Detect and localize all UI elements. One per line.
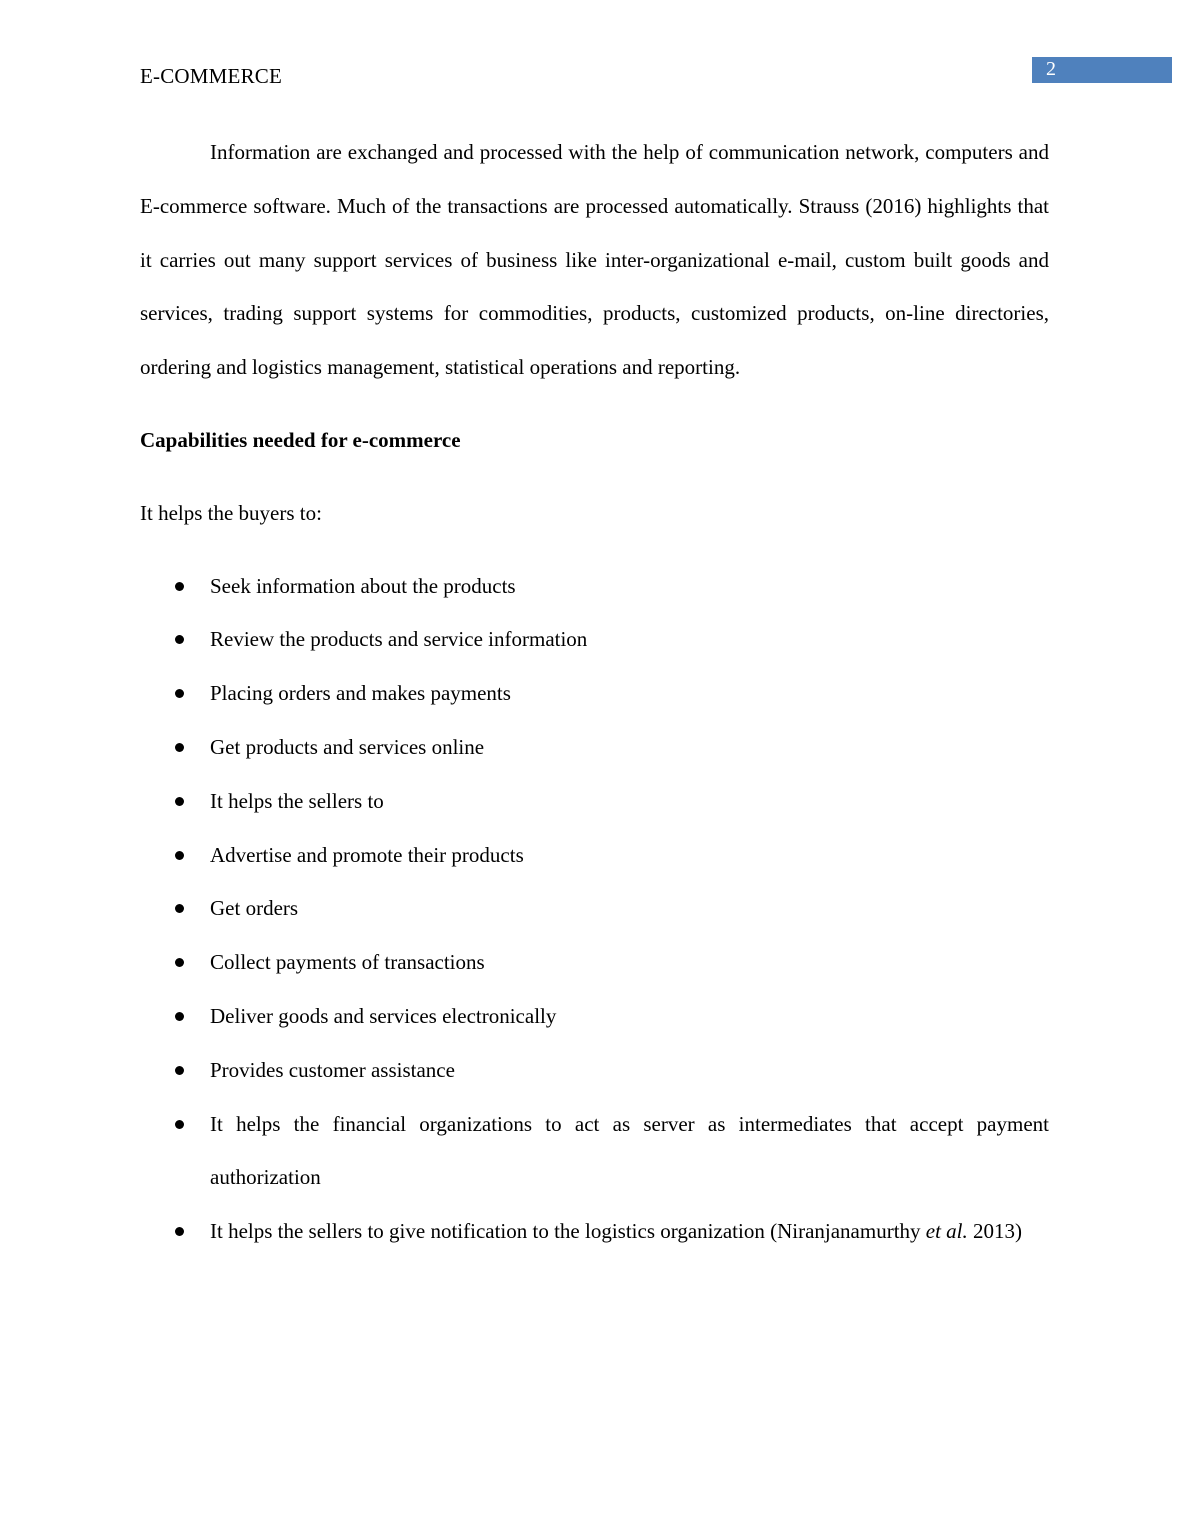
list-item [140, 990, 1049, 1044]
list-item [140, 560, 1049, 614]
bullet-icon [175, 582, 184, 591]
bullet-icon [175, 904, 184, 913]
bullet-list [140, 560, 1049, 1259]
bullet-icon [175, 797, 184, 806]
header-title: E-COMMERCE [140, 64, 283, 88]
list-item [140, 775, 1049, 829]
list-item [140, 882, 1049, 936]
bullet-icon [175, 851, 184, 860]
document-body [140, 126, 1049, 1259]
list-item-text-end: 2013) [967, 1219, 1023, 1244]
list-item [140, 721, 1049, 775]
list-item [140, 1205, 1049, 1259]
list-item-text: Review the products and service information [210, 627, 588, 652]
list-item-text: It helps the financial organizations to act as server as intermediates that accept payment authorization [210, 1111, 1049, 1190]
bullet-icon [175, 1012, 184, 1021]
list-item-text: Advertise and promote their products [210, 842, 524, 867]
bullet-icon [175, 1120, 184, 1129]
bullet-icon [175, 1227, 184, 1236]
page-number-badge [1032, 57, 1172, 83]
bullet-icon [175, 689, 184, 698]
list-item-text: Collect payments of transactions [210, 950, 485, 975]
list-item-text: Placing orders and makes payments [210, 681, 511, 706]
bullet-icon [175, 958, 184, 967]
page-number: 2 [1046, 58, 1056, 80]
list-item-text: Get products and services online [210, 734, 485, 759]
citation-et-al: et al. [925, 1219, 968, 1244]
list-item [140, 829, 1049, 883]
list-item-text: Get orders [210, 896, 299, 921]
bullet-icon [175, 743, 184, 752]
list-item [140, 936, 1049, 990]
list-item [140, 1098, 1049, 1206]
body-paragraph: Information are exchanged and processed with the help of communication network, computers and E-commerce software. Much of the transactions are processed automatically. Strauss (2016) highlights that it carries out many support services of business like inter-organizational e-mail, custom built goods and services, trading support systems for commodities, products, customized products, on-line directories, ordering and logistics management, statistical operations and reporting. [140, 140, 1049, 380]
list-intro: It helps the buyers to: [140, 500, 322, 525]
list-item [140, 667, 1049, 721]
list-item [140, 1044, 1049, 1098]
list-item-text: It helps the sellers to [210, 788, 384, 813]
section-heading: Capabilities needed for e-commerce [140, 427, 461, 452]
list-item-text-start: It helps the sellers to give notification to the logistics organization (Niranjanamurthy [210, 1219, 926, 1244]
bullet-icon [175, 635, 184, 644]
list-item-text: Deliver goods and services electronically [210, 1003, 557, 1028]
list-item [140, 613, 1049, 667]
list-item-text: Seek information about the products [210, 573, 516, 598]
bullet-icon [175, 1066, 184, 1075]
list-item-text: Provides customer assistance [210, 1057, 455, 1082]
